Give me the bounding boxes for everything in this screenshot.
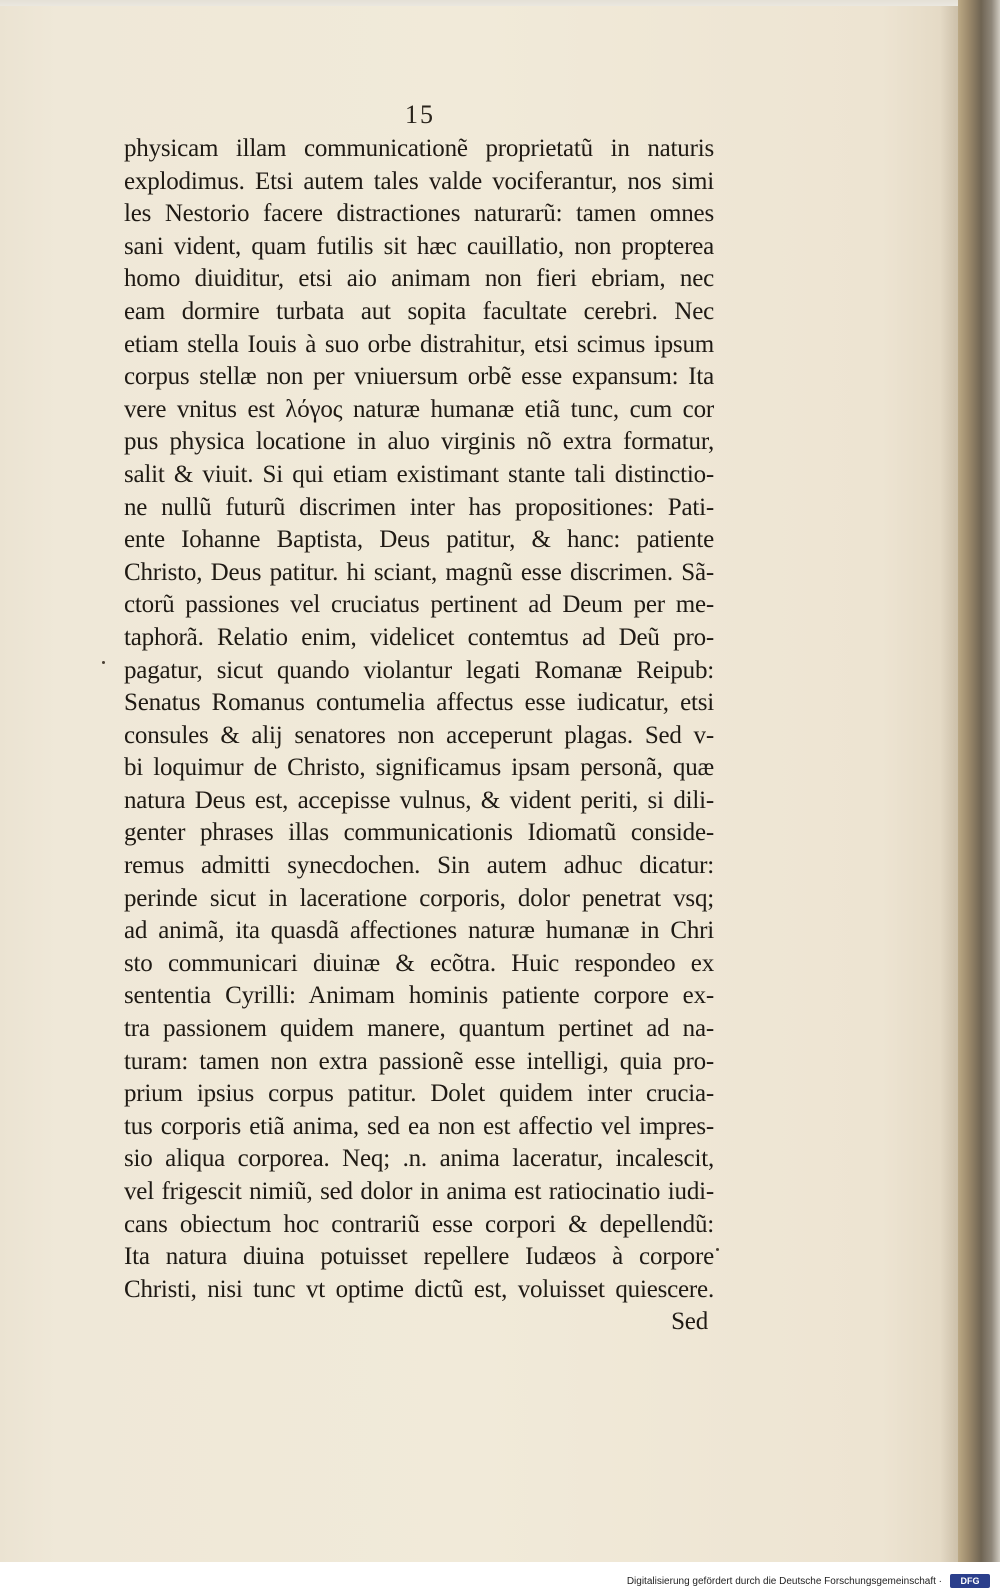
text-line: les Nestorio facere distractiones naturarũ: tamen omnes	[124, 200, 714, 228]
page-number: 15	[405, 100, 435, 129]
text-line: perinde sicut in laceratione corporis, dolor penetrat vsq;	[124, 884, 714, 912]
text-line: sani vident, quam futilis sit hæc cauillatio, non propterea	[124, 232, 714, 260]
text-line: Senatus Romanus contumelia affectus esse iudicatur, etsi	[124, 689, 714, 717]
text-line: natura Deus est, accepisse vulnus, & vident periti, si dili-	[124, 786, 714, 814]
text-line: Ita natura diuina potuisset repellere Iudæos à corpore	[124, 1243, 714, 1271]
text-line: consules & alij senatores non acceperunt plagas. Sed v-	[124, 721, 714, 749]
text-line: ctorũ passiones vel cruciatus pertinent ad Deum per me-	[124, 591, 714, 619]
text-line: vere vnitus est λόγος naturæ humanæ etiã tunc, cum cor	[124, 395, 714, 423]
text-line: pagatur, sicut quando violantur legati Romanæ Reipub:	[124, 656, 714, 684]
text-line: sto communicari diuinæ & ecõtra. Huic respondeo ex	[124, 949, 714, 977]
text-line: tus corporis etiã anima, sed ea non est affectio vel impres-	[124, 1112, 714, 1140]
text-line: turam: tamen non extra passionẽ esse intelligi, quia pro-	[124, 1047, 714, 1075]
text-line: vel frigescit nimiũ, sed dolor in anima est ratiocinatio iudi-	[124, 1178, 714, 1205]
footer-credit: Digitalisierung gefördert durch die Deutsche Forschungsgemeinschaft ·	[626, 1576, 942, 1587]
text-line: physicam illam communicationẽ proprietatũ in naturis	[124, 135, 714, 162]
ink-speck	[716, 1248, 719, 1251]
catchword: Sed	[671, 1308, 708, 1336]
text-line: genter phrases illas communicationis Idiomatũ conside-	[124, 819, 714, 847]
text-line: ne nullũ futurũ discrimen inter has propositiones: Pati-	[124, 493, 714, 521]
dfg-logo: DFG	[950, 1574, 990, 1588]
text-line: tra passionem quidem manere, quantum pertinet ad na-	[124, 1015, 714, 1043]
text-line: ente Iohanne Baptista, Deus patitur, & hanc: patiente	[124, 526, 714, 554]
text-line: prium ipsius corpus patitur. Dolet quidem inter crucia-	[124, 1080, 714, 1108]
text-line: sententia Cyrilli: Animam hominis patiente corpore ex-	[124, 982, 714, 1010]
text-line: taphorã. Relatio enim, videlicet contemtus ad Deũ pro-	[124, 623, 714, 651]
text-line: etiam stella Iouis à suo orbe distrahitur, etsi scimus ipsum	[124, 330, 714, 358]
text-line: ad animã, ita quasdã affectiones naturæ humanæ in Chri	[124, 917, 714, 945]
text-line: remus admitti synecdochen. Sin autem adhuc dicatur:	[124, 852, 714, 880]
text-line: Christi, nisi tunc vt optime dictũ est, voluisset quiescere.	[124, 1275, 714, 1303]
page-gutter-shadow	[940, 6, 960, 1562]
body-text	[124, 133, 714, 1339]
text-line: explodimus. Etsi autem tales valde vociferantur, nos simi	[124, 167, 714, 195]
text-line: bi loquimur de Christo, significamus ipsam personã, quæ	[124, 754, 714, 782]
text-line: sio aliqua corporea. Neq; .n. anima laceratur, incalescit,	[124, 1145, 714, 1173]
book-spine-edge	[958, 0, 1000, 1562]
text-line: cans obiectum hoc contrariũ esse corpori & depellendũ:	[124, 1210, 714, 1238]
ink-speck	[102, 661, 105, 664]
text-line: corpus stellæ non per vniuersum orbẽ esse expansum: Ita	[124, 363, 714, 391]
text-line: salit & viuit. Si qui etiam existimant stante tali distinctio-	[124, 460, 714, 488]
text-line: Christo, Deus patitur. hi sciant, magnũ esse discrimen. Sã-	[124, 558, 714, 586]
text-line: eam dormire turbata aut sopita facultate cerebri. Nec	[124, 297, 714, 325]
text-line: pus physica locatione in aluo virginis nõ extra formatur,	[124, 428, 714, 456]
text-line: homo diuiditur, etsi aio animam non fieri ebriam, nec	[124, 265, 714, 293]
